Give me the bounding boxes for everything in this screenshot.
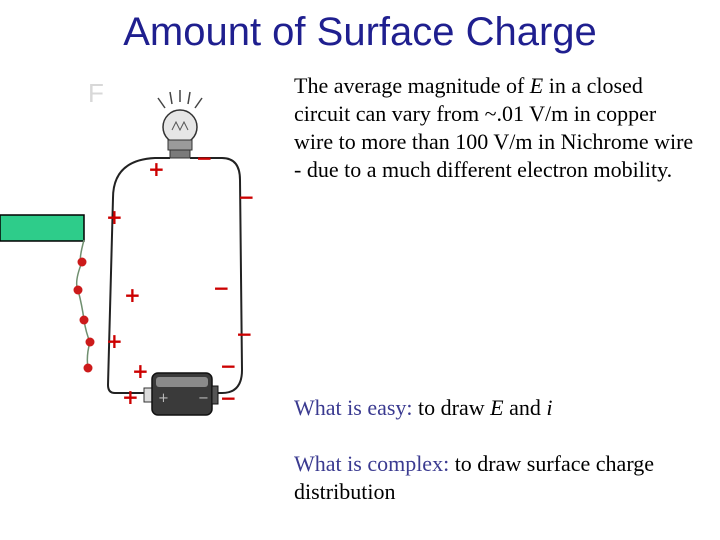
plus-sign: + <box>122 385 139 409</box>
battery-icon <box>144 373 218 415</box>
plus-sign: + <box>132 359 149 383</box>
plus-sign: + <box>106 205 123 229</box>
green-panel <box>0 215 84 241</box>
plus-sign: + <box>106 329 123 353</box>
minus-sign: − <box>238 185 255 209</box>
svg-text:+: + <box>158 391 169 406</box>
minus-sign: − <box>220 386 237 410</box>
explanation-paragraph: The average magnitude of E in a closed circuit can vary from ~.01 V/m in copper wire to more than 100 V/m in Nichrome wire - due to a much different electron mobility. <box>294 73 694 182</box>
plus-sign: + <box>148 157 165 181</box>
minus-sign: − <box>236 322 253 346</box>
easy-label: What is easy: <box>294 395 413 420</box>
plus-sign: + <box>124 283 141 307</box>
minus-sign: − <box>196 146 213 170</box>
bead-chain-icon <box>74 240 95 373</box>
negative-charges <box>196 146 255 410</box>
positive-charges <box>106 157 165 409</box>
minus-sign: − <box>220 354 237 378</box>
svg-text:−: − <box>198 391 209 406</box>
easy-statement: What is easy: to draw E and i <box>294 395 553 420</box>
corner-mark: F <box>88 78 104 108</box>
circuit-diagram <box>0 0 290 540</box>
complex-label: What is complex: <box>294 451 450 476</box>
minus-sign: − <box>213 276 230 300</box>
slide-title: Amount of Surface Charge <box>123 10 597 54</box>
complex-statement: What is complex: to draw surface charge distribution <box>294 451 655 504</box>
